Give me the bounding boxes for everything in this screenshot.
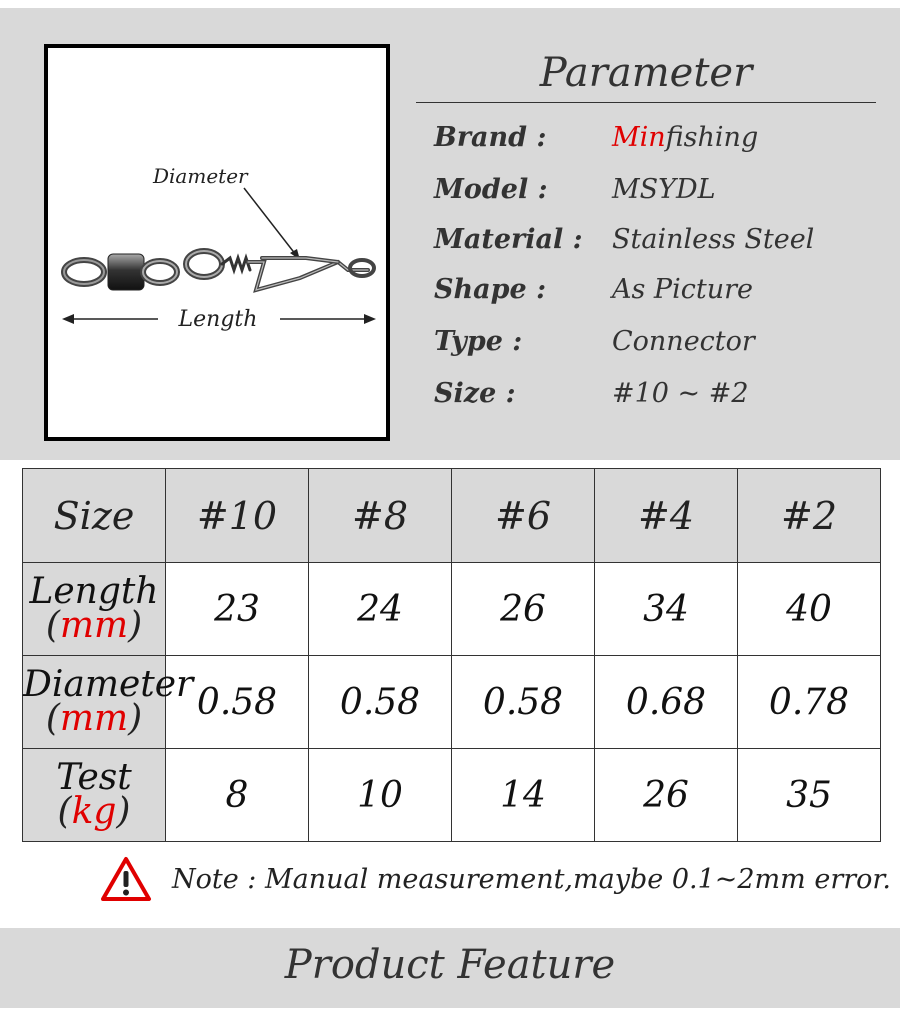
table-cell: 0.58 xyxy=(452,656,595,749)
unit-mm: mm xyxy=(59,605,129,646)
unit-mm: mm xyxy=(59,698,129,739)
param-value-model: MSYDL xyxy=(612,174,716,205)
param-value-material: Stainless Steel xyxy=(612,224,815,255)
diameter-arrow xyxy=(244,188,296,255)
length-arrowhead-right xyxy=(364,314,376,324)
note-text: Note : Manual measurement,maybe 0.1~2mm error. xyxy=(172,864,891,895)
table-cell: 23 xyxy=(166,563,309,656)
table-cell: 26 xyxy=(452,563,595,656)
header-cell: #4 xyxy=(595,469,738,563)
param-label-shape: Shape : xyxy=(434,274,547,305)
row-label-text: Diameter xyxy=(23,664,194,705)
table-cell: 34 xyxy=(595,563,738,656)
header-cell: #10 xyxy=(166,469,309,563)
header-cell: #8 xyxy=(309,469,452,563)
length-arrowhead-left xyxy=(62,314,74,324)
param-label-type: Type : xyxy=(434,326,523,357)
table-cell: 24 xyxy=(309,563,452,656)
parameter-divider xyxy=(416,102,876,103)
param-value-shape: As Picture xyxy=(612,274,753,305)
table-row-length xyxy=(23,563,881,656)
param-value-brand xyxy=(612,122,758,153)
param-label-brand: Brand : xyxy=(434,122,547,153)
row-label-text: Test xyxy=(56,757,132,798)
param-label-material: Material : xyxy=(434,224,583,255)
parameter-panel xyxy=(0,8,900,460)
param-value-size: #10 ~ #2 xyxy=(612,378,749,409)
row-label-test: Test (kg) xyxy=(23,749,166,842)
param-value-type: Connector xyxy=(612,326,755,357)
row-label-text: Length xyxy=(29,571,159,612)
table-row-test xyxy=(23,749,881,842)
table-cell: 26 xyxy=(595,749,738,842)
header-cell: #2 xyxy=(738,469,881,563)
table-cell: 0.58 xyxy=(309,656,452,749)
brand-highlight: Min xyxy=(612,122,666,153)
product-feature-title: Product Feature xyxy=(284,942,616,988)
table-cell: 14 xyxy=(452,749,595,842)
length-label: Length xyxy=(178,307,258,332)
header-cell-size: Size xyxy=(23,469,166,563)
parameter-title: Parameter xyxy=(539,50,753,96)
param-label-size: Size : xyxy=(434,378,516,409)
table-cell: 0.58 xyxy=(166,656,309,749)
table-cell: 8 xyxy=(166,749,309,842)
row-label-length: Length (mm) xyxy=(23,563,166,656)
warning-icon xyxy=(100,856,152,902)
product-feature-banner xyxy=(0,928,900,1008)
product-photo-frame xyxy=(44,44,390,441)
measurement-note xyxy=(100,850,891,910)
brand-rest: fishing xyxy=(665,122,759,153)
table-cell: 35 xyxy=(738,749,881,842)
param-label-model: Model : xyxy=(434,174,548,205)
header-cell: #6 xyxy=(452,469,595,563)
diameter-label: Diameter xyxy=(153,164,248,188)
table-cell: 40 xyxy=(738,563,881,656)
table-header-row xyxy=(23,469,881,563)
row-label-diameter: Diameter (mm) xyxy=(23,656,166,749)
table-cell: 10 xyxy=(309,749,452,842)
swivel-snap xyxy=(64,251,374,290)
table-cell: 0.68 xyxy=(595,656,738,749)
swivel-snap-illustration xyxy=(48,48,386,437)
unit-kg: kg xyxy=(71,791,117,832)
table-cell: 0.78 xyxy=(738,656,881,749)
size-spec-table xyxy=(22,468,881,842)
table-row-diameter xyxy=(23,656,881,749)
product-photo xyxy=(48,48,386,437)
